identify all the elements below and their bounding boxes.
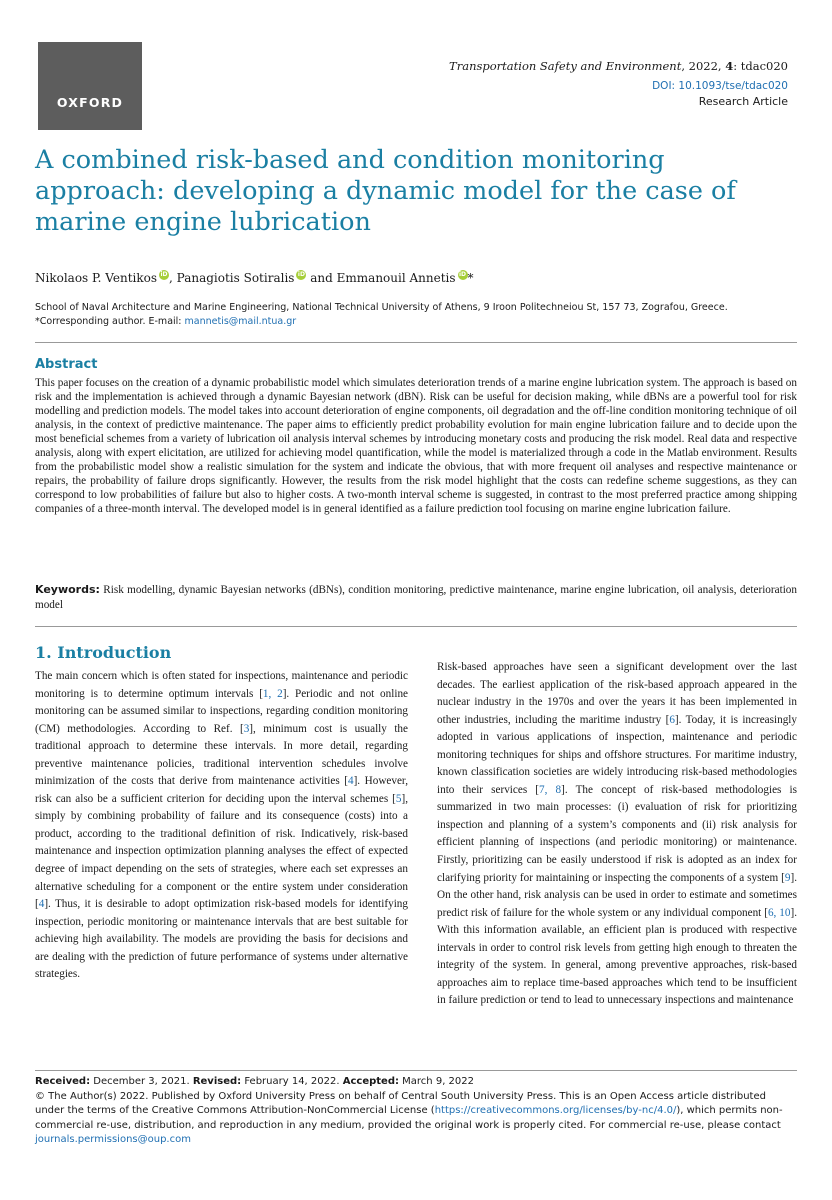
orcid-icon[interactable]: iD (297, 271, 305, 278)
intro-column-right: Risk-based approaches have seen a significant development over the last decades. The earliest application of the risk-based approach appeared in the nuclear industry in the 1970s and over the years it has been implemented in other industries, including the maritime industry [6]. Today, it is increasingly adopted in various applications of inspection, maintenance and periodic monitoring techniques for ships and offshore structures. For maritime industry, known classification societies are widely introducing risk-based methodologies into their services [7, 8]. The concept of risk-based methodologies is summarized in two main processes: (i) evaluation of risk for prioritizing inspection and planning of a system’s components and (ii) risk analysis for efficient planning of inspections (and periodic monitoring) or maintenance. Firstly, prioritizing can be easily understood if risk is adopted as an index for clarifying priority for maintaining or inspecting the components of a system [9]. On the other hand, risk analysis can be used in order to estimate and sometimes predict risk of failure for the whole system or any individual component [6, 10]. With this information available, an efficient plan is produced with respective intervals in order to control risk levels from getting high enough to threaten the integrity of the system. In general, among preventive approaches, risk-based approaches aim to replace time-based approaches which tend to be insufficient in failure prediction or tend to lead to unnecessary inspections and maintenance (437, 661, 797, 1007)
article-footer (35, 1075, 797, 1148)
publication-dates: Received: December 3, 2021. Revised: February 14, 2022. Accepted: March 9, 2022 (35, 1076, 474, 1087)
journal-citation: Transportation Safety and Environment, 2022, 4: tdac020 (449, 59, 788, 73)
doi-link[interactable]: DOI: 10.1093/tse/tdac020 (652, 80, 788, 92)
divider (35, 626, 797, 627)
reference-link[interactable]: 5 (395, 792, 402, 805)
author-1[interactable]: Nikolaos P. Ventikos (35, 271, 158, 285)
reference-link[interactable]: 6 (669, 713, 675, 726)
email-link[interactable]: mannetis@mail.ntua.gr (184, 316, 297, 327)
article-type: Research Article (698, 95, 788, 108)
reference-link[interactable]: 3 (243, 722, 250, 735)
divider (35, 342, 797, 343)
section-heading: 1. Introduction (35, 643, 172, 662)
reference-link[interactable]: 7, 8 (539, 783, 562, 796)
license-statement: © The Author(s) 2022. Published by Oxford University Press on behalf of Central South University Press. This is an Open Access article distributed under the terms of the Creative Commons Attribution-NonCommercial License (https://creativecommons.org/licenses/by-nc/4.0/), which permits non-commercial re-use, distribution, and reproduction in any medium, provided the original work is properly cited. For commercial re-use, please contact journals.permissions@oup.com (35, 1090, 783, 1145)
intro-column-left: The main concern which is often stated for inspections, maintenance and periodic monitoring is to determine optimum intervals [1, 2]. Periodic and not online monitoring can be assumed similar to inspections, regarding condition monitoring (CM) methodologies. According to Ref. [3], minimum cost is usually the traditional approach to determine these intervals. In more detail, regarding preventive maintenance policies, traditional intervention schedules involve minimization of the costs that derive from maintenance activities [4]. However, risk can also be a sufficient criterion for deciding upon the interval schemes [5], simply by combining probability of failure and its consequence (costs) into a product, according to the traditional definition of risk. Indicatively, risk-based maintenance and inspection optimization planning analyses the effect of expected degree of impact depending on the sets of strategies, where each set expresses an alternative scheduling for a component or the entire system under consideration [4]. Thus, it is desirable to adopt optimization risk-based models for identifying inspection, periodic monitoring or maintenance intervals that are best suitable for achieving high availability. The models are providing the basis for decisions and are dealing with the prediction of future performance of systems under alternative strategies. (35, 670, 409, 981)
keywords (35, 583, 797, 612)
reference-link[interactable]: 1, 2 (262, 687, 283, 700)
reference-link[interactable]: 9 (784, 871, 791, 884)
author-2[interactable]: Panagiotis Sotiralis (176, 271, 295, 285)
journal-volume: 4 (725, 59, 734, 73)
license-link[interactable]: https://creativecommons.org/licenses/by-nc/4.0/ (434, 1105, 677, 1116)
abstract-text: This paper focuses on the creation of a dynamic probabilistic model which simulates deterioration trends of a marine engine lubrication system. The approach is based on risk and the implementation is achieved through a dynamic Bayesian network (dBN). Risk can be useful for decision making, while dBNs are a powerful tool for risk modelling and prediction models. The model takes into account deterioration of engine components, oil degradation and the off-line condition monitoring technique of oil analysis, in the context of predictive maintenance. The paper aims to efficiently predict probability evolution for main engine lubrication failure and to decide upon the most beneficial schemes from a variety of lubrication oil analysis interval schemes by introducing monetary costs and producing the risk model. Real data and respective analysis, along with expert elicitation, are utilized for achieving model quantification, while the model is materialized through a code in the Matlab environment. Results from the probabilistic model show a realistic simulation for the system and indicate the obvious, that with more frequent oil analyses and respective maintenance or repairs, the probability of failure drops significantly. However, the results from the risk model highlight that the costs can redefine scheme suggestions, as they can correspond to low probabilities of failure but also to higher costs. A two-month interval scheme is suggested, in contrast to the most preferred practice among shipping companies of a three-month interval. The developed model is in general identified as a failure prediction tool focusing on marine engine lubrication failure. (35, 377, 797, 515)
permissions-email-link[interactable]: journals.permissions@oup.com (35, 1134, 191, 1145)
reference-link[interactable]: 4 (38, 898, 45, 911)
author-list: Nikolaos P. Ventikos iD, Panagiotis Sotiralis iD and Emmanouil Annetis iD* (35, 271, 474, 285)
orcid-icon[interactable]: iD (459, 271, 467, 278)
article-title: A combined risk-based and condition monitoring approach: developing a dynamic model for the case of marine engine lubrication (35, 145, 736, 237)
journal-name: Transportation Safety and Environment (449, 59, 682, 73)
oxford-logo (38, 42, 142, 130)
divider (35, 1070, 797, 1071)
author-3[interactable]: and Emmanouil Annetis (310, 271, 456, 285)
keywords-label: Keywords: (35, 583, 100, 596)
reference-link[interactable]: 6, 10 (767, 906, 791, 919)
corresponding-mark: * (467, 271, 474, 285)
affiliation: School of Naval Architecture and Marine Engineering, National Technical University of Athens, 9 Iroon Politechneiou St, 157 73, Zografou, Greece. (35, 302, 728, 313)
keywords-text: Risk modelling, dynamic Bayesian networks (dBNs), condition monitoring, predictive maintenance, marine engine lubrication, oil analysis, deterioration model (35, 584, 797, 611)
abstract-heading: Abstract (35, 357, 98, 372)
orcid-icon[interactable]: iD (160, 271, 168, 278)
reference-link[interactable]: 4 (347, 775, 354, 788)
corresponding-author: *Corresponding author. E-mail: mannetis@mail.ntua.gr (35, 316, 297, 327)
oxford-logo-text: OXFORD (56, 95, 124, 110)
